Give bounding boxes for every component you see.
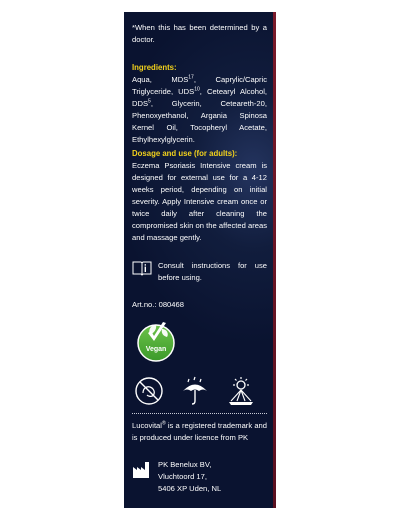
article-number: Art.no.: 080468 [132,300,184,309]
instructions-book-icon [132,260,152,276]
do-not-reuse-icon [134,376,164,406]
ingredients-sup-2: 10 [194,86,200,93]
manufacturer-city: 5406 XP Uden, NL [158,484,222,493]
ingredients-sup-3: 5 [148,98,151,105]
ingredients-part-4: , Glycerin, Ceteareth-20, Phenoxyethanol, Argania Spinosa Kernel Oil, Tocopheryl Acetate, Ethylhexylglycerin. [132,99,267,144]
vegan-leaf-badge-icon [136,319,176,363]
ingredients-section [132,62,267,146]
ingredients-list [132,74,267,146]
trademark-note [132,420,267,444]
ingredients-part-1: Aqua, MDS [132,75,189,84]
keep-dry-umbrella-icon [180,376,210,406]
instructions-note: Consult instructions for use before using. [158,261,267,282]
storage-icons-row [132,374,267,410]
ingredients-part-2: , Caprylic/Capric Triglyceride, UDS [132,75,267,96]
product-label-panel [124,12,276,508]
manufacturer-row [132,459,267,495]
vegan-label: Vegan [145,346,167,353]
ingredients-heading: Ingredients: [132,63,177,72]
registered-mark: ® [161,420,166,427]
ingredients-sup-1: 17 [188,74,194,81]
section-divider [132,413,267,414]
instructions-row [132,260,267,284]
keep-away-from-sunlight-icon [226,376,256,406]
manufacturer-street: Vluchtoord 17, [158,472,207,481]
manufacturer-name: PK Benelux BV, [158,460,212,469]
trademark-text: is a registered trademark and is produced under licence from PK [132,421,267,442]
manufacturer-factory-icon [132,461,150,479]
dosage-heading: Dosage and use (for adults): [132,149,238,158]
dosage-text: Eczema Psoriasis Intensive cream is designed for external use for a 4-12 weeks period, depending on initial severity. Apply Intensive cream once or twice daily after cleaning the compromised skin on the affected areas and massage gently. [132,161,267,242]
brand-name: Lucovital [132,421,162,430]
manufacturer-address [158,459,221,495]
vegan-badge [136,319,176,363]
determined-note: *When this has been determined by a doctor. [132,23,267,44]
ingredients-part-3: , Cetearyl Alcohol, DDS [132,87,268,108]
dosage-section [132,148,267,244]
